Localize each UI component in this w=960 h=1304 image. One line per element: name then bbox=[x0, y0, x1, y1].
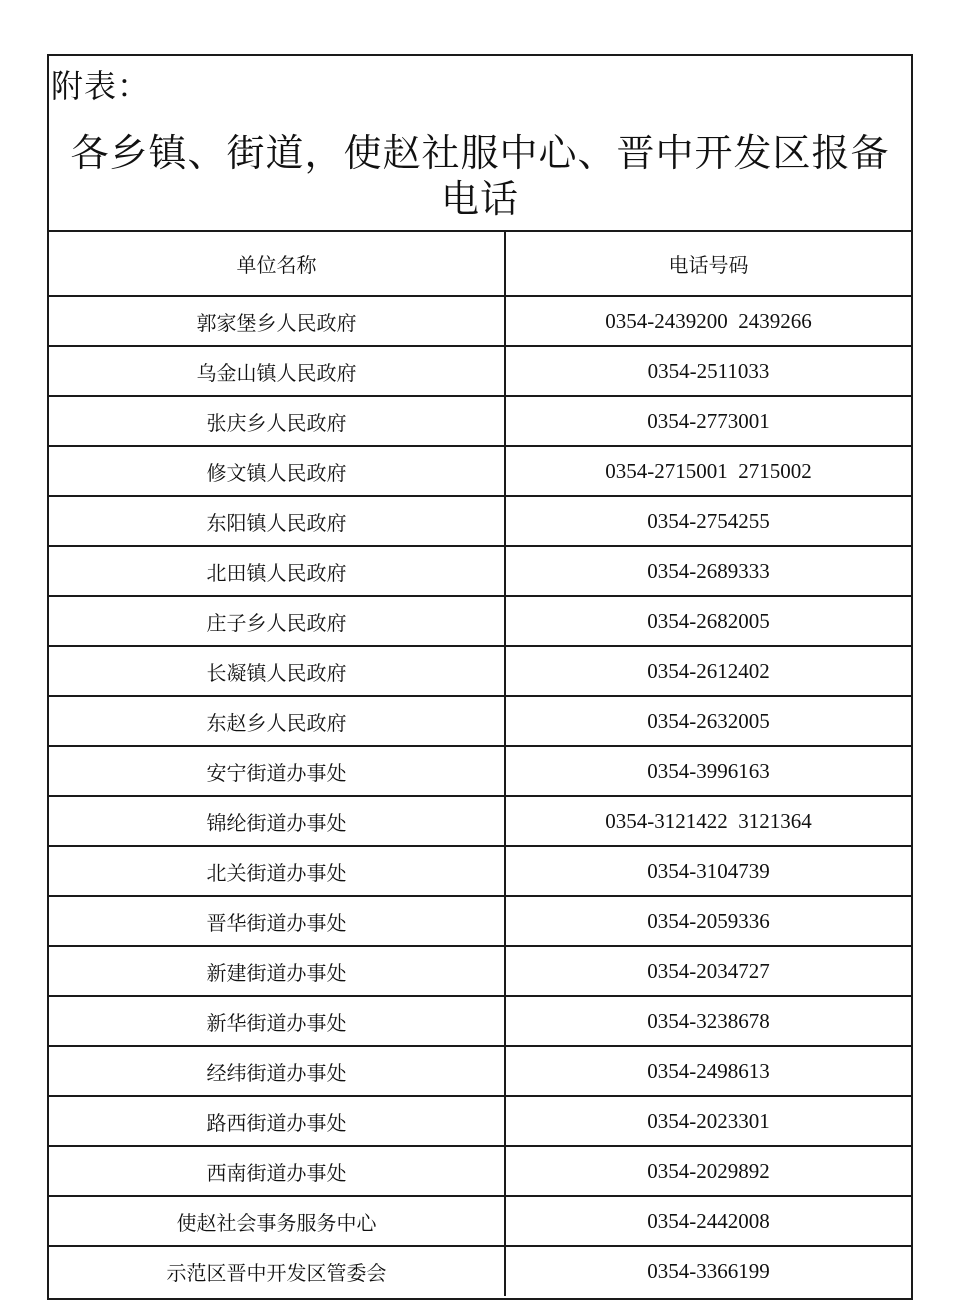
contact-table bbox=[49, 232, 911, 1296]
unit-name-cell: 锦纶街道办事处 bbox=[49, 796, 505, 846]
table-row bbox=[49, 346, 911, 396]
table-row bbox=[49, 896, 911, 946]
unit-name-cell: 经纬街道办事处 bbox=[49, 1046, 505, 1096]
column-header-unit-name: 单位名称 bbox=[49, 232, 505, 296]
table-body bbox=[49, 296, 911, 1296]
document-frame bbox=[47, 54, 913, 1300]
unit-name-cell: 示范区晋中开发区管委会 bbox=[49, 1246, 505, 1296]
table-row bbox=[49, 546, 911, 596]
document-title: 各乡镇、街道，使赵社服中心、晋中开发区报备电话 bbox=[70, 131, 890, 221]
unit-name-cell: 安宁街道办事处 bbox=[49, 746, 505, 796]
phone-number-cell: 0354-2511033 bbox=[505, 346, 911, 396]
unit-name-cell: 乌金山镇人民政府 bbox=[49, 346, 505, 396]
table-row bbox=[49, 996, 911, 1046]
table-row bbox=[49, 646, 911, 696]
column-header-phone: 电话号码 bbox=[505, 232, 911, 296]
phone-number-cell: 0354-3996163 bbox=[505, 746, 911, 796]
unit-name-cell: 晋华街道办事处 bbox=[49, 896, 505, 946]
unit-name-cell: 修文镇人民政府 bbox=[49, 446, 505, 496]
phone-number-cell: 0354-2773001 bbox=[505, 396, 911, 446]
unit-name-cell: 北田镇人民政府 bbox=[49, 546, 505, 596]
phone-number-cell: 0354-2034727 bbox=[505, 946, 911, 996]
phone-number-cell: 0354-3366199 bbox=[505, 1246, 911, 1296]
phone-number-cell: 0354-2023301 bbox=[505, 1096, 911, 1146]
table-row bbox=[49, 496, 911, 546]
unit-name-cell: 张庆乡人民政府 bbox=[49, 396, 505, 446]
table-row bbox=[49, 946, 911, 996]
table-row bbox=[49, 1196, 911, 1246]
phone-number-cell: 0354-2689333 bbox=[505, 546, 911, 596]
phone-number-cell: 0354-2715001 2715002 bbox=[505, 446, 911, 496]
phone-number-cell: 0354-2632005 bbox=[505, 696, 911, 746]
unit-name-cell: 新建街道办事处 bbox=[49, 946, 505, 996]
phone-number-cell: 0354-3121422 3121364 bbox=[505, 796, 911, 846]
phone-number-cell: 0354-2612402 bbox=[505, 646, 911, 696]
phone-number-cell: 0354-2059336 bbox=[505, 896, 911, 946]
table-row bbox=[49, 1096, 911, 1146]
table-row bbox=[49, 1046, 911, 1096]
unit-name-cell: 西南街道办事处 bbox=[49, 1146, 505, 1196]
table-row bbox=[49, 846, 911, 896]
phone-number-cell: 0354-2754255 bbox=[505, 496, 911, 546]
unit-name-cell: 长凝镇人民政府 bbox=[49, 646, 505, 696]
table-header-row bbox=[49, 232, 911, 296]
phone-number-cell: 0354-2498613 bbox=[505, 1046, 911, 1096]
unit-name-cell: 东赵乡人民政府 bbox=[49, 696, 505, 746]
table-row bbox=[49, 746, 911, 796]
table-row bbox=[49, 1146, 911, 1196]
table-row bbox=[49, 1246, 911, 1296]
table-row bbox=[49, 446, 911, 496]
document-header bbox=[49, 56, 911, 232]
unit-name-cell: 庄子乡人民政府 bbox=[49, 596, 505, 646]
phone-number-cell: 0354-2439200 2439266 bbox=[505, 296, 911, 346]
phone-number-cell: 0354-2682005 bbox=[505, 596, 911, 646]
unit-name-cell: 路西街道办事处 bbox=[49, 1096, 505, 1146]
unit-name-cell: 北关街道办事处 bbox=[49, 846, 505, 896]
phone-number-cell: 0354-3238678 bbox=[505, 996, 911, 1046]
table-row bbox=[49, 296, 911, 346]
table-row bbox=[49, 796, 911, 846]
phone-number-cell: 0354-2442008 bbox=[505, 1196, 911, 1246]
table-row bbox=[49, 596, 911, 646]
appendix-label: 附表： bbox=[51, 67, 151, 105]
unit-name-cell: 使赵社会事务服务中心 bbox=[49, 1196, 505, 1246]
unit-name-cell: 郭家堡乡人民政府 bbox=[49, 296, 505, 346]
unit-name-cell: 东阳镇人民政府 bbox=[49, 496, 505, 546]
unit-name-cell: 新华街道办事处 bbox=[49, 996, 505, 1046]
phone-number-cell: 0354-3104739 bbox=[505, 846, 911, 896]
phone-number-cell: 0354-2029892 bbox=[505, 1146, 911, 1196]
table-row bbox=[49, 696, 911, 746]
table-row bbox=[49, 396, 911, 446]
